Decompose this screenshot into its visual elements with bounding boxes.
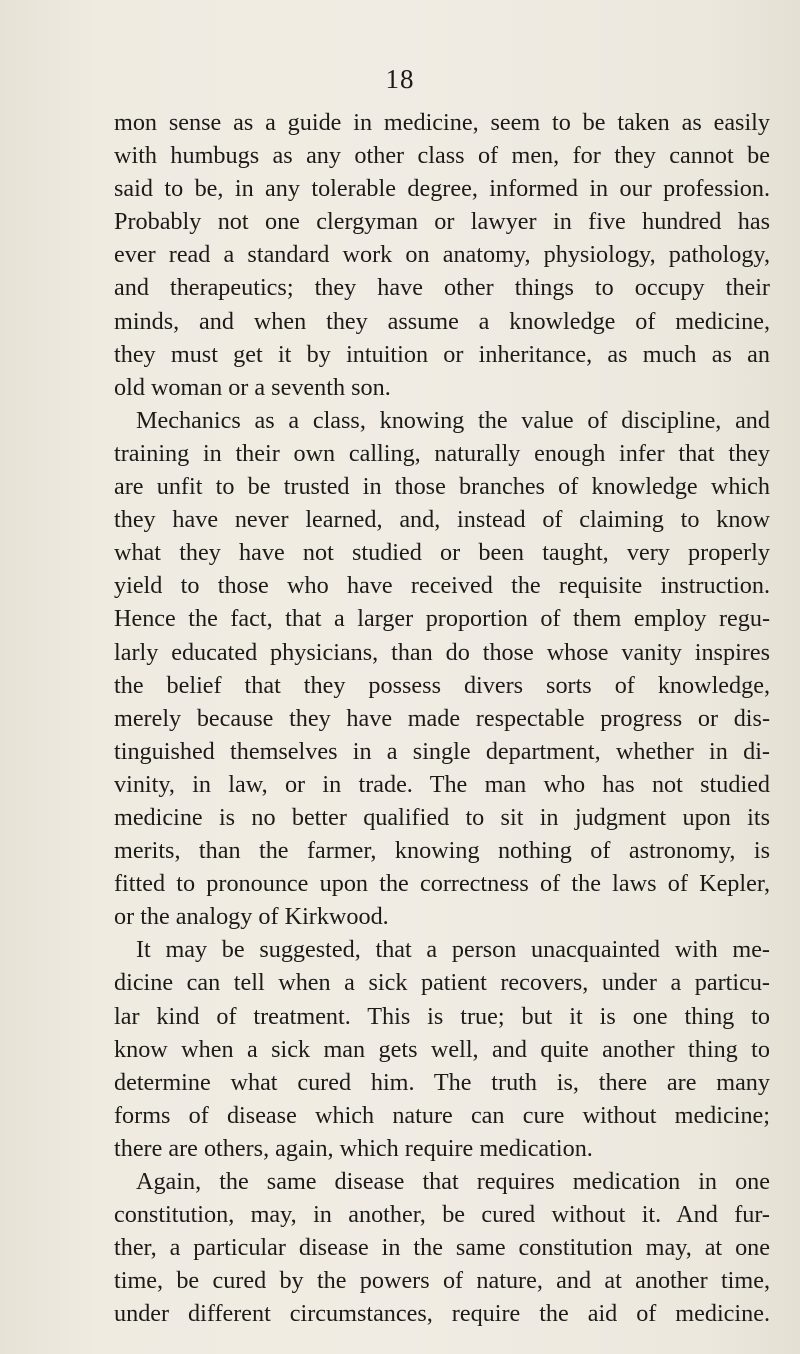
text-line: there are others, again, which require medication.	[114, 1134, 593, 1162]
text-line: ther, a particular disease in the same constitution may, at one	[114, 1234, 770, 1262]
text-line: with humbugs as any other class of men, for they cannot be	[114, 142, 770, 170]
text-line: forms of disease which nature can cure without medicine;	[114, 1101, 770, 1129]
text-line: they have never learned, and, instead of claiming to know	[114, 506, 770, 534]
text-line: under different circumstances, require the aid of medicine.	[114, 1300, 770, 1328]
text-line: yield to those who have received the requisite instruction.	[114, 572, 770, 600]
text-line: know when a sick man gets well, and quite another thing to	[114, 1035, 770, 1063]
text-line: lar kind of treatment. This is true; but it is one thing to	[114, 1002, 770, 1030]
text-line: It may be suggested, that a person unacquainted with me-	[136, 936, 770, 964]
text-line: determine what cured him. The truth is, there are many	[114, 1068, 770, 1096]
text-line: vinity, in law, or in trade. The man who has not studied	[114, 770, 770, 798]
text-line: or the analogy of Kirkwood.	[114, 903, 389, 931]
text-line: dicine can tell when a sick patient recovers, under a particu-	[114, 969, 770, 997]
text-line: old woman or a seventh son.	[114, 373, 391, 401]
text-line: said to be, in any tolerable degree, informed in our profession.	[114, 175, 770, 203]
text-line: minds, and when they assume a knowledge of medicine,	[114, 307, 770, 335]
text-line: mon sense as a guide in medicine, seem to be taken as easily	[114, 109, 770, 136]
text-line: medicine is no better qualified to sit in judgment upon its	[114, 803, 770, 831]
text-line: larly educated physicians, than do those whose vanity inspires	[114, 638, 770, 666]
text-line: the belief that they possess divers sorts of knowledge,	[114, 671, 770, 699]
text-line: merely because they have made respectable progress or dis-	[114, 704, 770, 732]
text-line: tinguished themselves in a single department, whether in di-	[114, 737, 770, 765]
text-line: Again, the same disease that requires medication in one	[136, 1168, 770, 1195]
body-text	[114, 106, 770, 1330]
text-line: fitted to pronounce upon the correctness of the laws of Kepler,	[114, 870, 770, 898]
text-line: what they have not studied or been taught, very properly	[114, 539, 770, 567]
text-line: time, be cured by the powers of nature, and at another time,	[114, 1267, 770, 1295]
page-number: 18	[385, 64, 415, 94]
text-line: merits, than the farmer, knowing nothing of astronomy, is	[114, 837, 770, 865]
text-line: Hence the fact, that a larger proportion of them employ regu-	[114, 605, 770, 633]
text-line: Mechanics as a class, knowing the value of discipline, and	[136, 406, 770, 434]
text-line: they must get it by intuition or inheritance, as much as an	[114, 340, 770, 368]
text-line: Probably not one clergyman or lawyer in five hundred has	[114, 208, 770, 236]
text-line: training in their own calling, naturally enough infer that they	[114, 439, 770, 467]
text-line: constitution, may, in another, be cured without it. And fur-	[114, 1201, 770, 1229]
text-line: and therapeutics; they have other things to occupy their	[114, 274, 770, 302]
text-line: are unfit to be trusted in those branches of knowledge which	[114, 473, 770, 501]
text-line: ever read a standard work on anatomy, physiology, pathology,	[114, 241, 770, 269]
